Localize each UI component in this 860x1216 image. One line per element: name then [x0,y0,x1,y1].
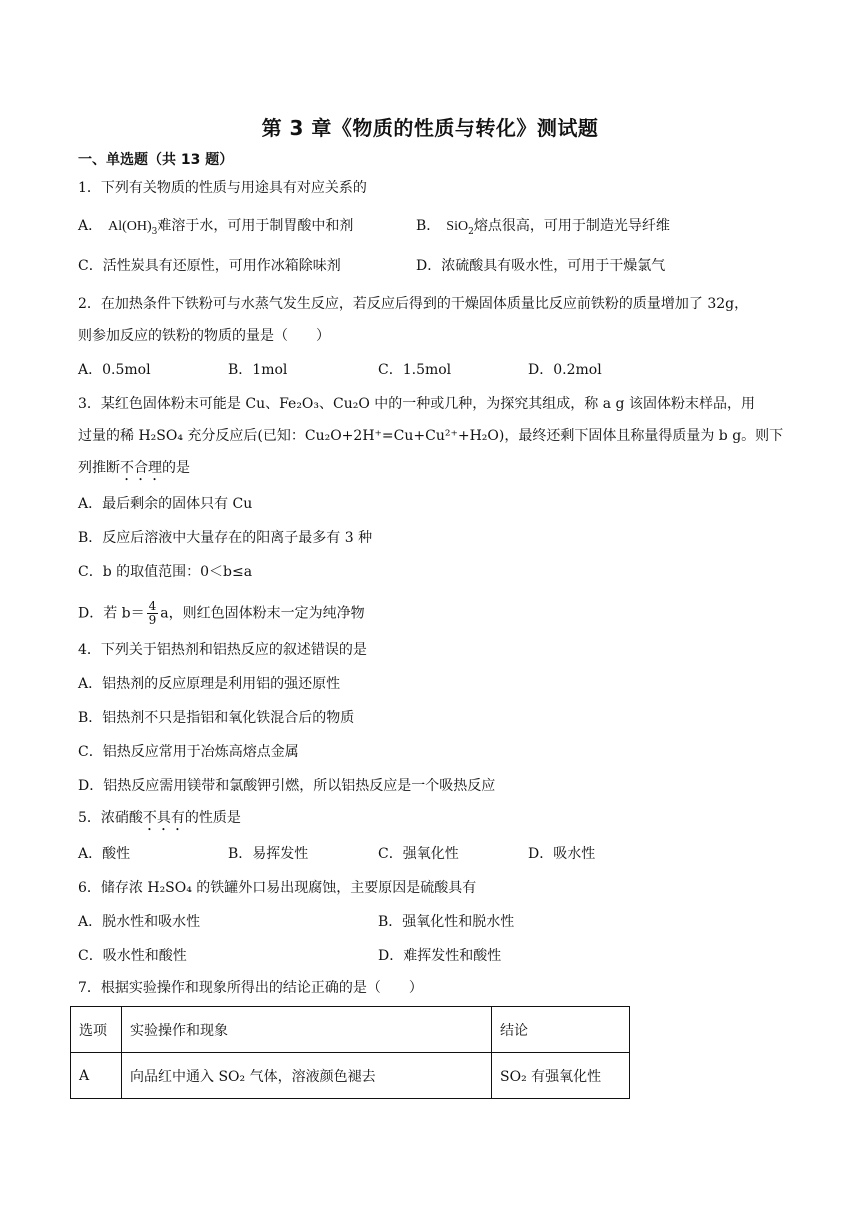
table-cell: SO₂ 有强氧化性 [492,1053,630,1099]
question-5-stem: 5．浓硝酸不具有的性质是 [78,810,241,826]
question-1-option-b: B． SiO$_2$熔点很高，可用于制造光导纤维 [416,218,670,237]
question-3-stem-line-2: 过量的稀 H₂SO₄ 充分反应后(已知：Cu₂O+2H⁺=Cu+Cu²⁺+H₂O)，最终还剩下固体且称量得质量为 b g。则下 [78,428,784,444]
question-6-option-b: B．强氧化性和脱水性 [378,914,515,930]
question-3-option-b: B．反应后溶液中大量存在的阳离子最多有 3 种 [78,530,373,546]
page-title: 第 3 章《物质的性质与转化》测试题 [261,116,599,140]
emphasis-text: 不具有 [142,810,185,826]
question-4-option-c: C．铝热反应常用于冶炼高熔点金属 [78,744,299,760]
question-4-stem: 4．下列关于铝热剂和铝热反应的叙述错误的是 [78,642,367,658]
question-3-option-d: D．若 b＝ $\frac{4}{9}$ a，则红色固体粉末一定为纯净物 [78,599,365,627]
question-6-stem: 6．储存浓 H₂SO₄ 的铁罐外口易出现腐蚀，主要原因是硫酸具有 [78,880,477,896]
question-2-stem-line-1: 2．在加热条件下铁粉可与水蒸气发生反应，若反应后得到的干燥固体质量比反应前铁粉的质量增加了 32g， [78,296,749,312]
question-4-option-d: D．铝热反应需用镁带和氯酸钾引燃，所以铝热反应是一个吸热反应 [78,778,496,794]
question-2-option-b: B．1mol [228,362,288,378]
question-4-option-a: A．铝热剂的反应原理是利用铝的强还原性 [78,676,341,692]
question-7-stem: 7．根据实验操作和现象所得出的结论正确的是（ ） [78,980,423,996]
question-5-option-d: D．吸水性 [528,846,596,862]
question-1-option-d: D．浓硫酸具有吸水性，可用于干燥氯气 [416,258,666,274]
question-3-stem-line-3: 列推断不合理的是 [78,460,190,476]
question-3-option-a: A．最后剩余的固体只有 Cu [78,496,253,512]
table-row [71,1053,630,1099]
table-header-cell: 实验操作和现象 [122,1007,492,1053]
question-1-option-a: A． $Al(OH)_3$难溶于水，可用于制胃酸中和剂 [78,218,354,237]
question-5-option-b: B．易挥发性 [228,846,309,862]
question-5-option-a: A．酸性 [78,846,131,862]
question-3-stem-line-1: 3．某红色固体粉末可能是 Cu、Fe₂O₃、Cu₂O 中的一种或几种，为探究其组成，称 a g 该固体粉末样品，用 [78,396,755,412]
table-cell: A [71,1053,122,1099]
question-2-option-a: A．0.5mol [78,362,151,378]
question-3-option-c: C．b 的取值范围：0＜b≤a [78,564,253,580]
table-header-row [71,1007,630,1053]
question-4-option-b: B．铝热剂不只是指铝和氧化铁混合后的物质 [78,710,355,726]
question-1-stem: 1．下列有关物质的性质与用途具有对应关系的 [78,180,367,196]
question-2-option-d: D．0.2mol [528,362,602,378]
question-5-option-c: C．强氧化性 [378,846,459,862]
question-1-option-c: C．活性炭具有还原性，可用作冰箱除味剂 [78,258,341,274]
answer-table [70,1006,630,1099]
question-6-option-a: A．脱水性和吸水性 [78,914,201,930]
table-cell: 向品红中通入 SO₂ 气体，溶液颜色褪去 [122,1053,492,1099]
section-heading: 一、单选题（共 13 题） [78,152,234,168]
question-2-option-c: C．1.5mol [378,362,452,378]
table-header-cell: 结论 [492,1007,630,1053]
fraction: $\frac{4}{9}$ [148,599,157,627]
question-6-option-d: D．难挥发性和酸性 [378,948,502,964]
question-2-stem-line-2: 则参加反应的铁粉的物质的量是（ ） [78,328,330,344]
emphasis-text: 不合理 [120,460,162,476]
table-header-cell: 选项 [71,1007,122,1053]
question-6-option-c: C．吸水性和酸性 [78,948,187,964]
